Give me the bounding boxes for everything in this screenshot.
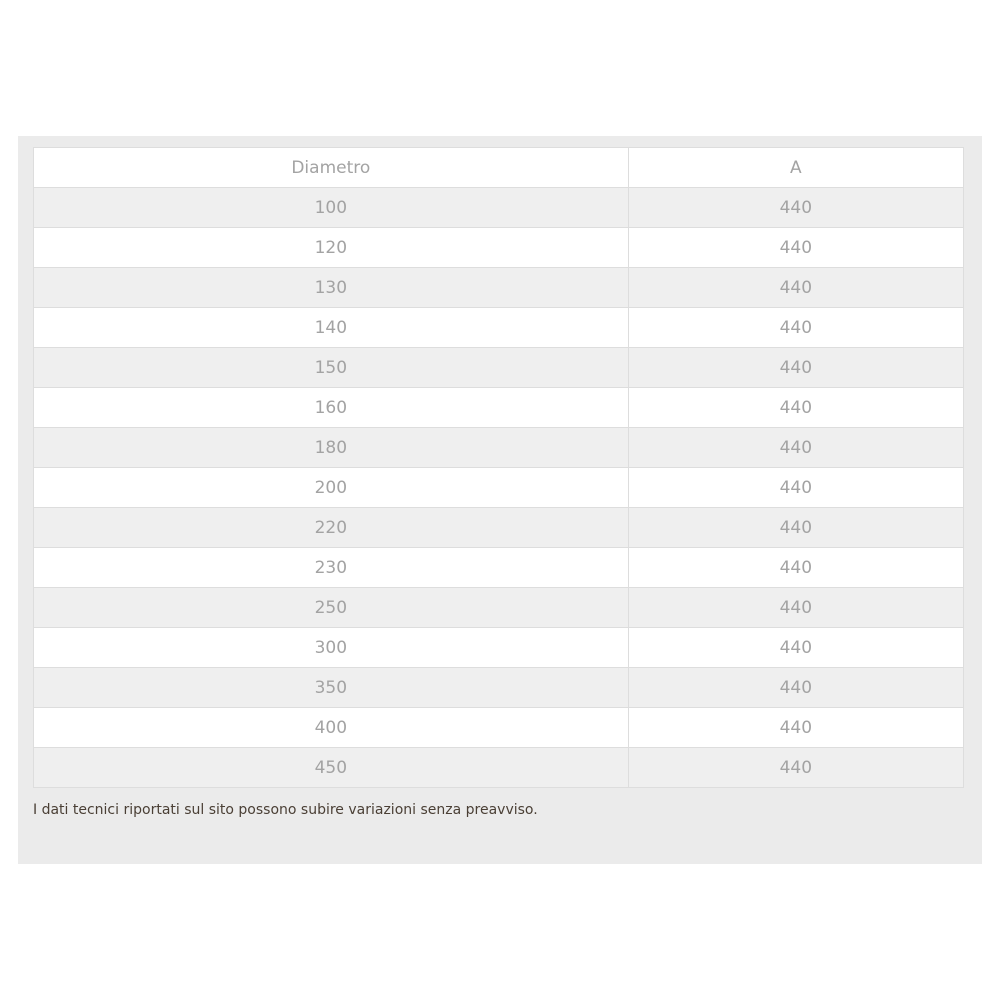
- cell-a: 440: [628, 628, 963, 668]
- column-header-diametro: Diametro: [34, 148, 629, 188]
- cell-a: 440: [628, 228, 963, 268]
- cell-diametro: 250: [34, 588, 629, 628]
- table-row: [34, 468, 964, 508]
- cell-a: 440: [628, 388, 963, 428]
- cell-a: 440: [628, 508, 963, 548]
- table-row: [34, 268, 964, 308]
- table-row: [34, 628, 964, 668]
- specifications-table: [33, 147, 964, 788]
- table-row: [34, 708, 964, 748]
- cell-diametro: 180: [34, 428, 629, 468]
- table-row: [34, 548, 964, 588]
- cell-diametro: 120: [34, 228, 629, 268]
- cell-a: 440: [628, 588, 963, 628]
- cell-a: 440: [628, 428, 963, 468]
- table-row: [34, 228, 964, 268]
- table-row: [34, 348, 964, 388]
- table-row: [34, 508, 964, 548]
- cell-diametro: 140: [34, 308, 629, 348]
- cell-diametro: 160: [34, 388, 629, 428]
- table-row: [34, 428, 964, 468]
- cell-diametro: 350: [34, 668, 629, 708]
- cell-diametro: 220: [34, 508, 629, 548]
- cell-a: 440: [628, 308, 963, 348]
- cell-a: 440: [628, 268, 963, 308]
- cell-diametro: 200: [34, 468, 629, 508]
- disclaimer-note: I dati tecnici riportati sul sito possono subire variazioni senza preavviso.: [33, 802, 538, 818]
- cell-diametro: 450: [34, 748, 629, 788]
- table-row: [34, 188, 964, 228]
- cell-a: 440: [628, 668, 963, 708]
- technical-data-panel: [18, 136, 982, 864]
- cell-a: 440: [628, 708, 963, 748]
- cell-diametro: 300: [34, 628, 629, 668]
- table-header-row: [34, 148, 964, 188]
- cell-a: 440: [628, 348, 963, 388]
- cell-diametro: 130: [34, 268, 629, 308]
- cell-a: 440: [628, 748, 963, 788]
- column-header-a: A: [628, 148, 963, 188]
- table-row: [34, 668, 964, 708]
- cell-a: 440: [628, 468, 963, 508]
- table-row: [34, 308, 964, 348]
- cell-diametro: 230: [34, 548, 629, 588]
- cell-a: 440: [628, 548, 963, 588]
- cell-a: 440: [628, 188, 963, 228]
- table-row: [34, 588, 964, 628]
- cell-diametro: 150: [34, 348, 629, 388]
- cell-diametro: 400: [34, 708, 629, 748]
- table-row: [34, 748, 964, 788]
- table-row: [34, 388, 964, 428]
- table-body: [34, 188, 964, 788]
- cell-diametro: 100: [34, 188, 629, 228]
